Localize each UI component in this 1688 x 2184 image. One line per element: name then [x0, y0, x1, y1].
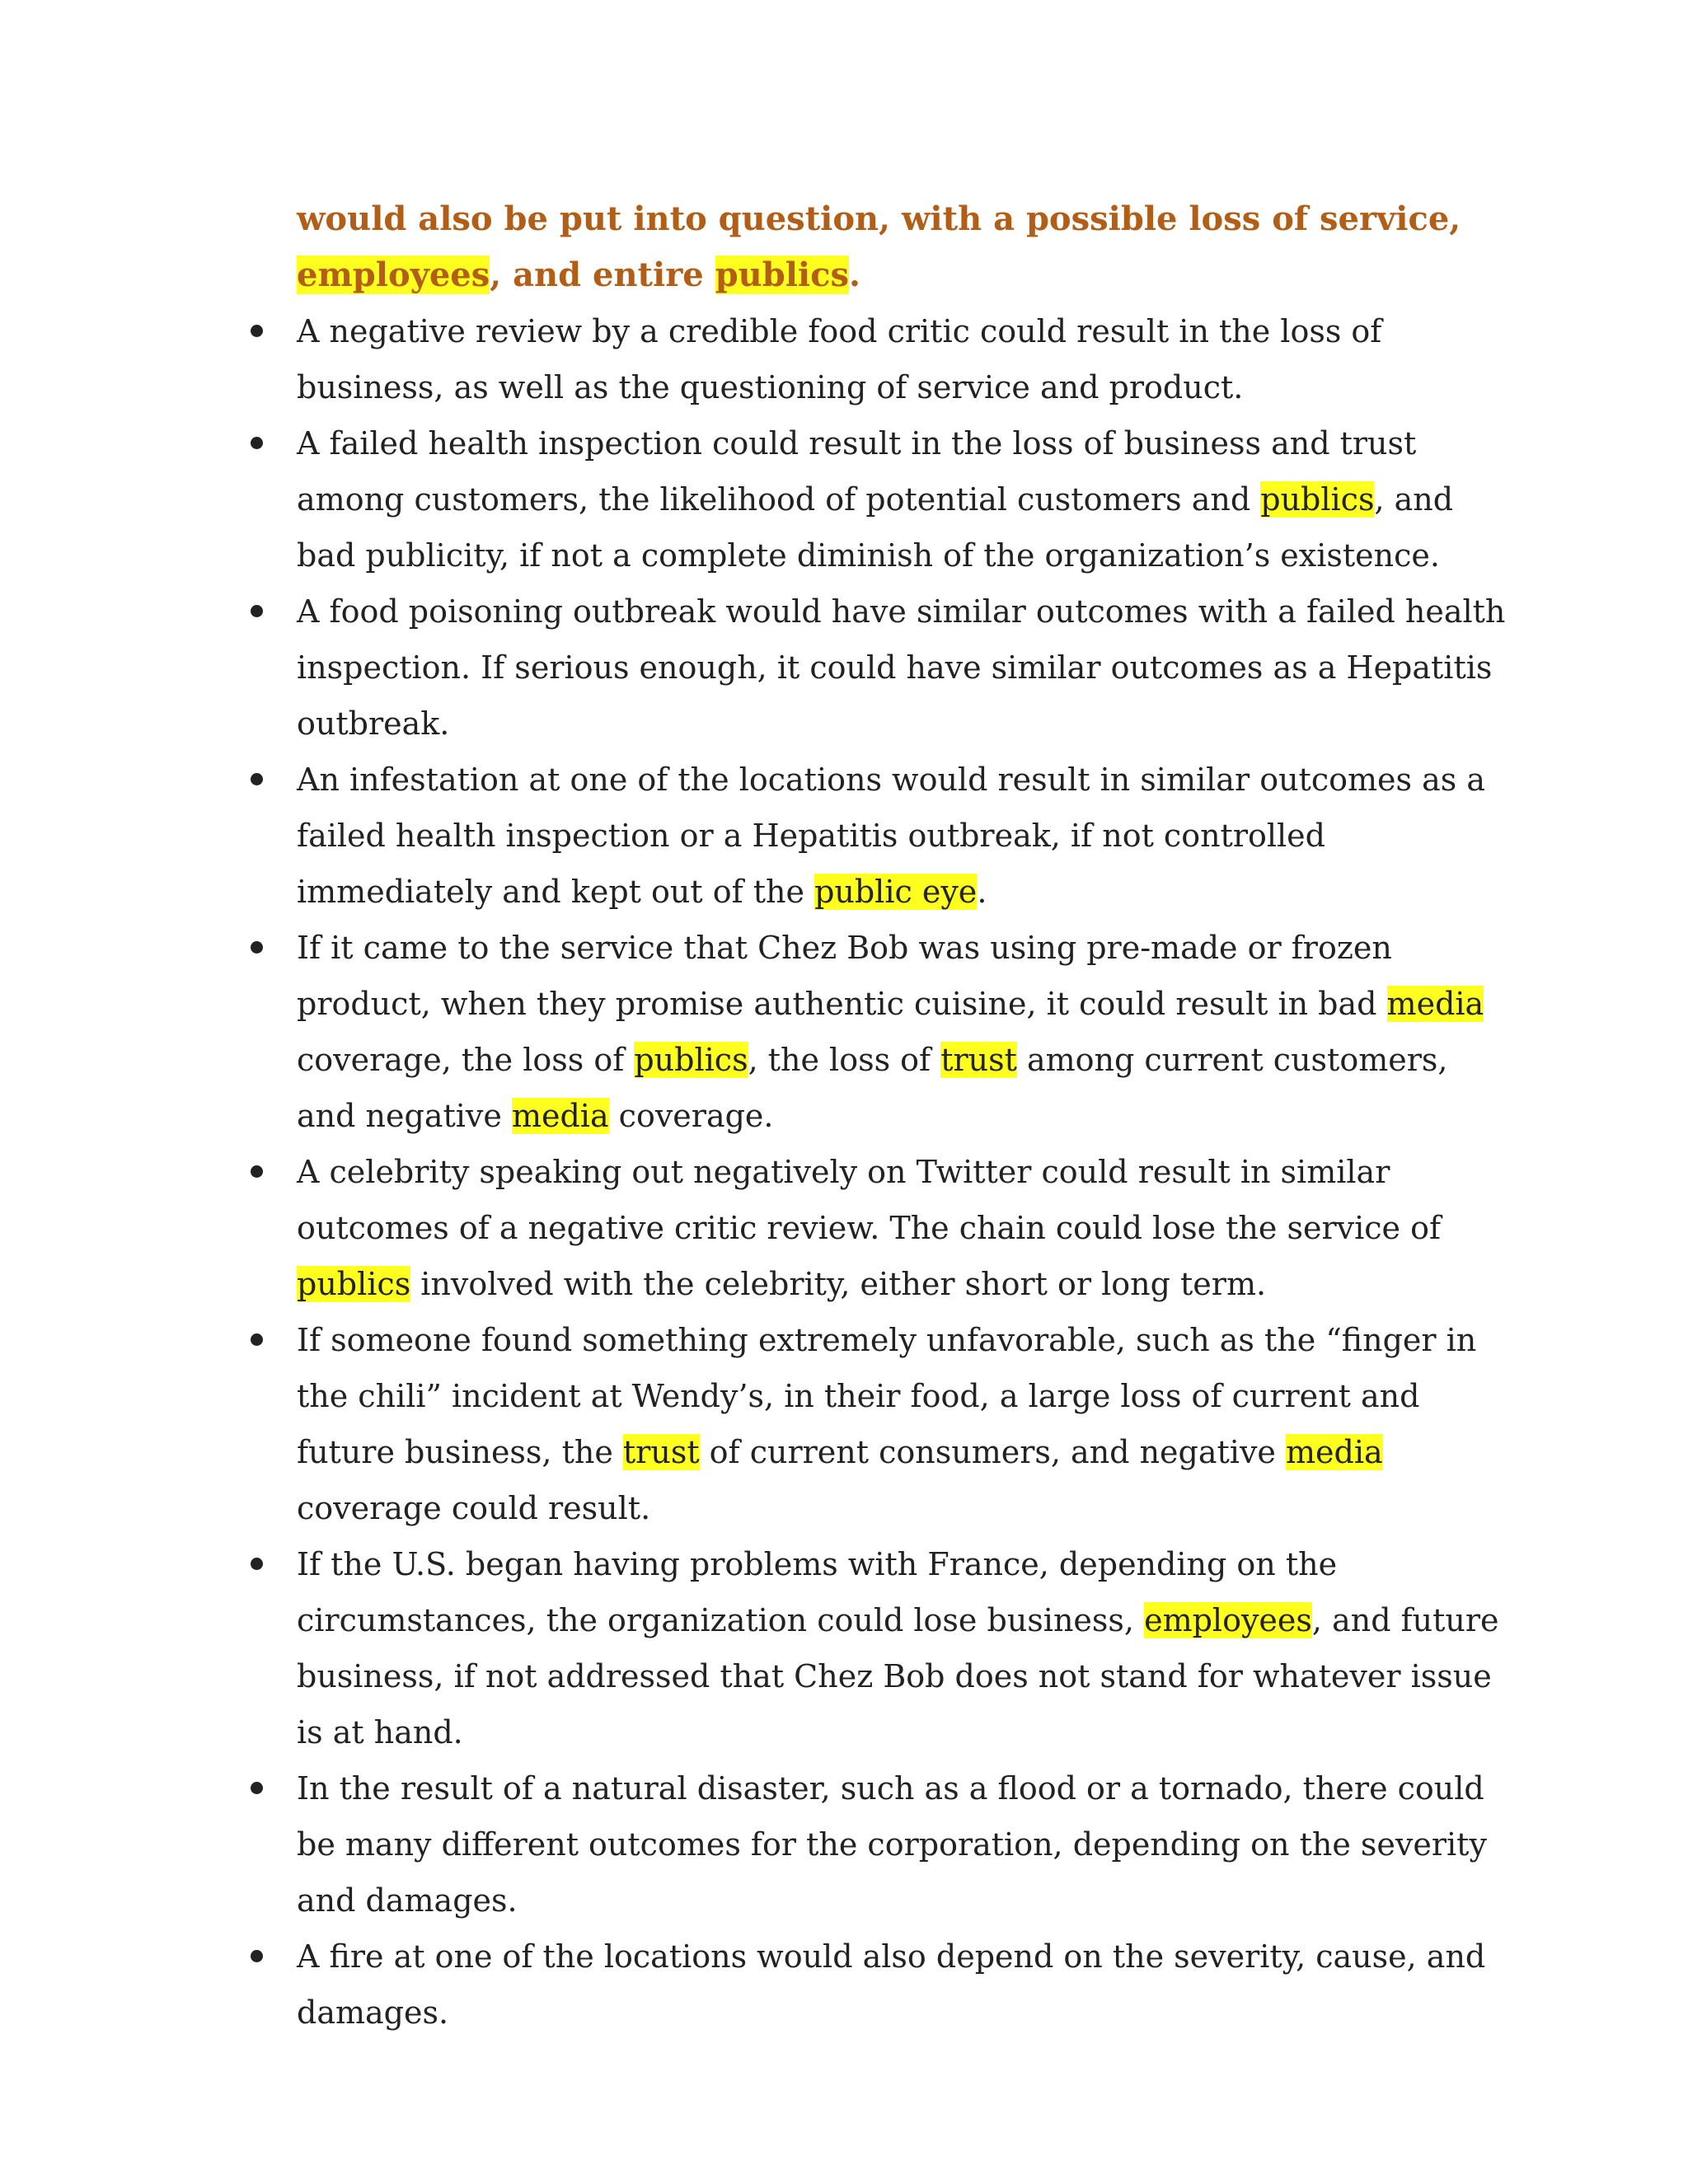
bullet-icon	[251, 773, 263, 785]
text-run: coverage, the loss of	[297, 1042, 635, 1078]
bullet-icon	[251, 325, 263, 337]
list-item-text	[297, 313, 1381, 405]
text-run: If someone found something extremely unfavorable, such as the “finger in the chili” incident at Wendy’s, in their food, a large loss of current and future business, the	[297, 1322, 1477, 1470]
list-item-text	[297, 1546, 1499, 1750]
list-item	[297, 1312, 1508, 1536]
highlighted-term: employees	[297, 255, 490, 294]
list-item	[297, 1760, 1508, 1929]
list-item-text	[297, 593, 1505, 742]
list-item-text	[297, 1322, 1476, 1526]
highlighted-term: public eye	[814, 874, 978, 910]
list-item	[297, 752, 1508, 920]
text-run: would also be put into question, with a possible loss of service,	[297, 199, 1461, 238]
highlighted-term: media	[511, 1098, 609, 1134]
text-run: A fire at one of the locations would also depend on the severity, cause, and damages.	[297, 1938, 1486, 2031]
lead-paragraph	[297, 191, 1508, 303]
text-run: If the U.S. began having problems with France, depending on the circumstances, the organization could lose business,	[297, 1546, 1338, 1638]
bullet-list	[297, 303, 1508, 2041]
text-run: A negative review by a credible food critic could result in the loss of business, as well as the questioning of service and product.	[297, 313, 1382, 405]
text-run: coverage.	[608, 1098, 774, 1134]
list-item	[297, 303, 1508, 415]
text-run: If it came to the service that Chez Bob was using pre-made or frozen product, when they promise authentic cuisine, it could result in bad	[297, 930, 1392, 1022]
list-item	[297, 1929, 1508, 2041]
list-item-text	[297, 1770, 1487, 1919]
bullet-icon	[251, 941, 263, 954]
bullet-icon	[251, 1558, 263, 1570]
list-item	[297, 583, 1508, 752]
list-item	[297, 1144, 1508, 1312]
list-item	[297, 920, 1508, 1144]
bullet-icon	[251, 1782, 263, 1794]
text-run: coverage could result.	[297, 1490, 651, 1526]
text-run: , and bad publicity, if not a complete diminish of the organization’s existence.	[297, 481, 1454, 574]
text-run: In the result of a natural disaster, such as a flood or a tornado, there could be many different outcomes for the corporation, depending on the severity and damages.	[297, 1770, 1487, 1919]
highlighted-term: media	[1386, 986, 1484, 1022]
list-item-text	[297, 1154, 1441, 1302]
text-run: , and entire	[490, 255, 715, 294]
text-run: , and future business, if not addressed that Chez Bob does not stand for whatever issue is at hand.	[297, 1602, 1499, 1750]
highlighted-term: trust	[622, 1434, 700, 1470]
text-run: involved with the celebrity, either short or long term.	[410, 1266, 1267, 1302]
bullet-icon	[251, 1950, 263, 1962]
text-run: A celebrity speaking out negatively on Twitter could result in similar outcomes of a negative critic review. The chain could lose the service of	[297, 1154, 1442, 1246]
text-run: , the loss of	[748, 1042, 941, 1078]
text-run: among current customers, and negative	[297, 1042, 1448, 1134]
bullet-icon	[251, 1165, 263, 1178]
list-item-text	[297, 1938, 1485, 2031]
text-run: An infestation at one of the locations would result in similar outcomes as a failed health inspection or a Hepatitis outbreak, if not controlled immediately and kept out of the	[297, 762, 1485, 910]
highlighted-term: trust	[940, 1042, 1017, 1078]
highlighted-term: publics	[297, 1266, 411, 1302]
list-item	[297, 1536, 1508, 1760]
bullet-icon	[251, 437, 263, 449]
highlighted-term: publics	[634, 1042, 748, 1078]
text-run: of current consumers, and negative	[699, 1434, 1286, 1470]
document-body	[297, 191, 1508, 2041]
list-item-text	[297, 425, 1453, 574]
list-item	[297, 415, 1508, 583]
text-run: A food poisoning outbreak would have similar outcomes with a failed health inspection. If serious enough, it could have similar outcomes as a Hepatitis outbreak.	[297, 593, 1506, 742]
list-item-text	[297, 930, 1484, 1134]
bullet-icon	[251, 1333, 263, 1346]
text-run: .	[848, 255, 860, 294]
bullet-icon	[251, 605, 263, 617]
highlighted-term: publics	[715, 255, 849, 294]
list-item-text	[297, 762, 1485, 910]
text-run: .	[977, 874, 987, 910]
highlighted-term: media	[1285, 1434, 1383, 1470]
highlighted-term: employees	[1144, 1602, 1312, 1638]
highlighted-term: publics	[1260, 481, 1375, 518]
text-run: A failed health inspection could result in the loss of business and trust among customers, the likelihood of potential customers and	[297, 425, 1417, 518]
